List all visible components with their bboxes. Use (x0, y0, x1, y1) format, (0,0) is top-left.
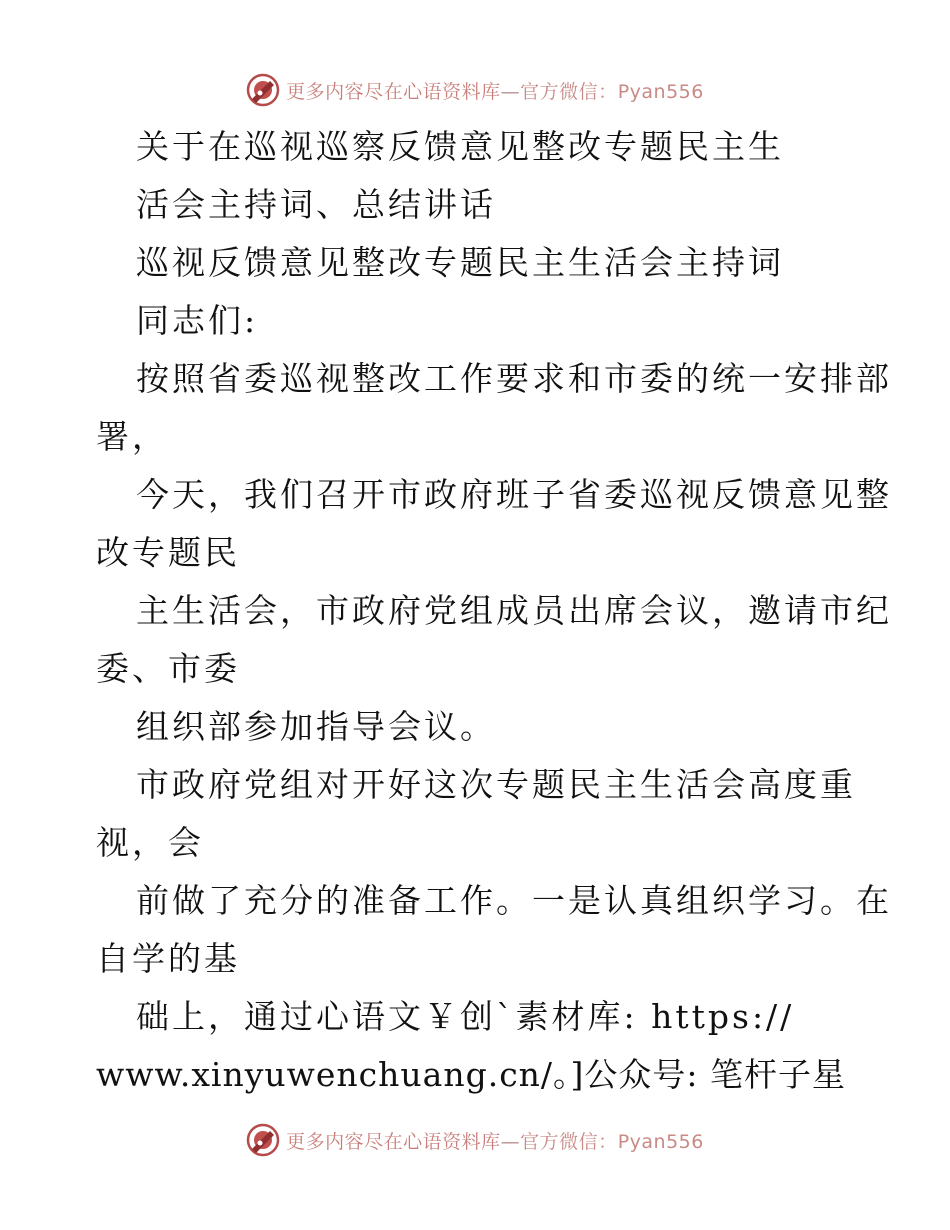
banner-text (286, 77, 704, 104)
paragraph-line: 组织部参加指导会议。 (136, 707, 496, 746)
paragraph-line: 自学的基 (96, 939, 240, 978)
banner-wechat-id: Pyan556 (617, 80, 704, 103)
document-body (96, 118, 892, 1104)
banner-wechat-label: 官方微信： (520, 1130, 618, 1153)
banner-separator: — (500, 1130, 521, 1153)
banner-separator: — (500, 80, 521, 103)
header-watermark-banner (0, 70, 950, 110)
paragraph-line: 改专题民 (96, 533, 240, 572)
paragraph-line: 础上，通过心语文￥创`素材库: https:// (136, 997, 795, 1036)
banner-wechat-label: 官方微信： (520, 80, 618, 103)
document-subtitle: 巡视反馈意见整改专题民主生活会主持词 (136, 243, 784, 282)
banner-brand: 更多内容尽在心语资料库 (286, 80, 501, 103)
footer-watermark-banner (0, 1120, 950, 1160)
paragraph-line: 委、市委 (96, 649, 240, 688)
brand-logo-icon (246, 73, 280, 107)
document-title-line-2: 活会主持词、总结讲话 (136, 185, 496, 224)
paragraph-line: 市政府党组对开好这次专题民主生活会高度重 (136, 765, 856, 804)
brand-logo-icon (246, 1123, 280, 1157)
banner-text (286, 1127, 704, 1154)
paragraph-line: 今天，我们召开市政府班子省委巡视反馈意见整 (136, 475, 892, 514)
banner-brand: 更多内容尽在心语资料库 (286, 1130, 501, 1153)
salutation: 同志们: (136, 301, 259, 340)
document-title-line-1: 关于在巡视巡察反馈意见整改专题民主生 (136, 127, 784, 166)
paragraph-line: 主生活会，市政府党组成员出席会议，邀请市纪 (136, 591, 892, 630)
paragraph-line: 视，会 (96, 823, 204, 862)
paragraph-line: 前做了充分的准备工作。一是认真组织学习。在 (136, 881, 892, 920)
paragraph-line: www.xinyuwenchuang.cn/。]公众号: 笔杆子星 (96, 1055, 847, 1094)
banner-wechat-id: Pyan556 (617, 1130, 704, 1153)
paragraph-line: 署， (96, 417, 168, 456)
paragraph-line: 按照省委巡视整改工作要求和市委的统一安排部 (136, 359, 892, 398)
